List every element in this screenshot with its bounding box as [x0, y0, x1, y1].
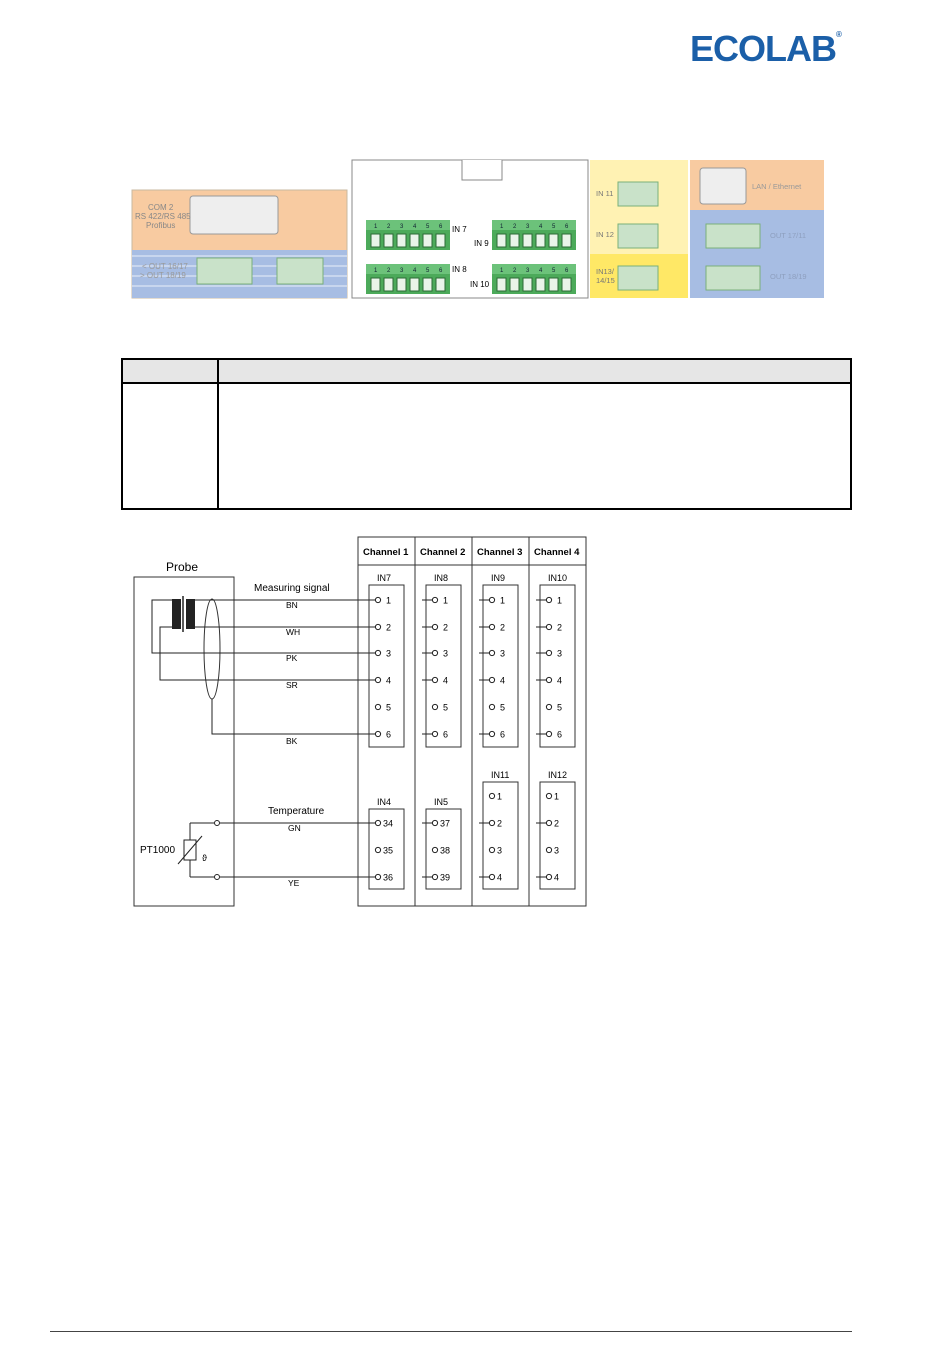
out-label-2: > OUT 18/19 — [140, 271, 186, 280]
terminal-pin-number: 3 — [500, 648, 506, 659]
sensor-coil — [172, 596, 195, 632]
channel-header: Channel 2 — [420, 547, 466, 558]
terminal-pin-number: 1 — [500, 595, 506, 606]
terminal-contact — [375, 650, 380, 655]
in7-label: IN 7 — [452, 225, 467, 234]
in11-terminal — [618, 182, 658, 206]
terminal-contact — [546, 677, 551, 682]
terminal-pin-number: 1 — [374, 224, 378, 230]
terminal-contact — [432, 677, 437, 682]
theta-symbol: ϑ — [202, 853, 207, 863]
out-terminal-a — [197, 258, 252, 284]
terminal-pin-number: 1 — [554, 791, 560, 802]
terminal-contact — [375, 874, 380, 879]
terminal-block-label: IN8 — [434, 573, 449, 583]
terminal-pin — [397, 278, 406, 291]
terminal-pin — [436, 234, 445, 247]
temp-wire-label: YE — [288, 878, 300, 888]
terminal-pin-number: 39 — [440, 872, 451, 883]
terminal-contact — [546, 597, 551, 602]
terminal-pin — [397, 234, 406, 247]
terminal-pin-number: 6 — [500, 729, 506, 740]
pt1000-resistor — [178, 836, 202, 864]
pt1000-label: PT1000 — [140, 845, 176, 856]
wire-color-label: WH — [286, 627, 301, 637]
terminal-contact — [546, 624, 551, 629]
terminal-contact — [432, 731, 437, 736]
terminal-pin — [549, 234, 558, 247]
terminal-contact — [489, 704, 494, 709]
out-label-1: < OUT 16/17 — [142, 262, 188, 271]
center-notch — [462, 160, 502, 180]
terminal-pin-number: 6 — [439, 224, 443, 230]
terminal-contact — [489, 597, 494, 602]
terminal-pin-number: 1 — [386, 595, 392, 606]
terminal-pin-number: 4 — [554, 872, 560, 883]
terminal-pin-number: 1 — [497, 791, 503, 802]
terminal-pin-number: 3 — [526, 224, 530, 230]
terminal-block-label: IN5 — [434, 797, 449, 807]
terminal-pin-number: 2 — [386, 622, 392, 633]
terminal-pin-number: 37 — [440, 818, 451, 829]
terminal-pin-number: 2 — [443, 622, 449, 633]
registered-mark: ® — [836, 30, 841, 39]
terminal-pin — [523, 234, 532, 247]
terminal-pin-number: 3 — [526, 268, 530, 274]
in13-label-1: IN13/ — [596, 267, 614, 276]
wire-color-label: PK — [286, 653, 298, 663]
terminal-pin-number: 3 — [497, 845, 503, 856]
out-right-terminal-b — [706, 266, 760, 290]
probe-label: Probe — [166, 560, 199, 574]
terminal-contact — [432, 624, 437, 629]
temp-terminal-top — [215, 821, 220, 826]
terminal-pin — [497, 234, 506, 247]
out-terminal-b — [277, 258, 323, 284]
terminal-pin-number: 2 — [557, 622, 563, 633]
in8-label: IN 8 — [452, 265, 467, 274]
terminal-pin-number: 6 — [557, 729, 563, 740]
terminal-pin-number: 1 — [443, 595, 449, 606]
terminal-pin — [371, 278, 380, 291]
terminal-contact — [432, 874, 437, 879]
measuring-signal-label: Measuring signal — [254, 583, 330, 594]
terminal-contact — [432, 820, 437, 825]
terminal-pin-number: 6 — [439, 268, 443, 274]
terminal-contact — [546, 847, 551, 852]
terminal-pin-number: 1 — [500, 224, 504, 230]
com-label-2: RS 422/RS 485 — [135, 212, 191, 221]
terminal-pin-number: 4 — [386, 675, 392, 686]
temp-terminal-bottom — [215, 875, 220, 880]
terminal-contact — [546, 874, 551, 879]
terminal-pin-number: 4 — [413, 268, 417, 274]
terminal-contact — [546, 731, 551, 736]
terminal-pin-number: 2 — [554, 818, 560, 829]
terminal-pin-number: 1 — [500, 268, 504, 274]
wire-color-label: BK — [286, 736, 298, 746]
terminal-pin-number: 5 — [500, 702, 506, 713]
com-port — [190, 196, 278, 234]
terminal-pin-number: 4 — [497, 872, 503, 883]
terminal-block-label: IN7 — [377, 573, 392, 583]
terminal-pin-number: 3 — [400, 224, 404, 230]
terminal-contact — [432, 650, 437, 655]
out-right-terminal-a — [706, 224, 760, 248]
cable-shield — [204, 599, 220, 699]
terminal-pin-number: 5 — [426, 224, 430, 230]
terminal-pin — [410, 234, 419, 247]
terminal-pin-number: 4 — [539, 268, 543, 274]
terminal-pin-number: 4 — [539, 224, 543, 230]
terminal-pin — [523, 278, 532, 291]
out-right-label-b: OUT 18/19 — [770, 272, 807, 281]
terminal-pin-number: 5 — [552, 224, 556, 230]
terminal-pin — [410, 278, 419, 291]
wiring-diagram — [120, 528, 600, 918]
terminal-pin — [423, 278, 432, 291]
wire-color-label: BN — [286, 600, 298, 610]
terminal-pin-number: 4 — [413, 224, 417, 230]
terminal-contact — [546, 704, 551, 709]
in12-terminal — [618, 224, 658, 248]
in9-label: IN 9 — [474, 239, 489, 248]
terminal-pin-number: 5 — [426, 268, 430, 274]
terminal-pin — [497, 278, 506, 291]
terminal-contact — [546, 793, 551, 798]
terminal-pin-number: 6 — [565, 224, 569, 230]
terminal-pin — [536, 278, 545, 291]
terminal-pin-number: 5 — [443, 702, 449, 713]
channel-header: Channel 1 — [363, 547, 409, 558]
terminal-pin — [384, 234, 393, 247]
terminal-pin — [549, 278, 558, 291]
terminal-contact — [489, 847, 494, 852]
terminal-block-label: IN9 — [491, 573, 506, 583]
terminal-block-label: IN11 — [491, 770, 510, 780]
terminal-block — [369, 585, 404, 747]
terminal-pin-number: 3 — [400, 268, 404, 274]
in13-terminal — [618, 266, 658, 290]
in10-label: IN 10 — [470, 280, 490, 289]
terminal-pin — [536, 234, 545, 247]
terminal-pin-number: 5 — [552, 268, 556, 274]
terminal-contact — [375, 731, 380, 736]
terminal-pin-number: 6 — [386, 729, 392, 740]
terminal-contact — [489, 874, 494, 879]
terminal-pin-number: 2 — [387, 268, 391, 274]
terminal-contact — [375, 597, 380, 602]
terminal-contact — [375, 820, 380, 825]
terminal-pin-number: 6 — [443, 729, 449, 740]
terminal-block — [426, 585, 461, 747]
ecolab-logo — [690, 28, 841, 70]
wire-color-label: SR — [286, 680, 298, 690]
terminal-contact — [375, 677, 380, 682]
terminal-pin-number: 2 — [500, 622, 506, 633]
terminal-pin-number: 3 — [557, 648, 563, 659]
terminal-pin-number: 1 — [374, 268, 378, 274]
logo-text: ECOLAB — [690, 28, 836, 69]
terminal-block-label: IN4 — [377, 797, 392, 807]
terminal-pin — [562, 234, 571, 247]
terminal-pin — [384, 278, 393, 291]
temp-wire-label: GN — [288, 823, 301, 833]
terminal-contact — [489, 731, 494, 736]
in13-label-2: 14/15 — [596, 276, 615, 285]
in11-label: IN 11 — [596, 189, 614, 198]
channel-header: Channel 3 — [477, 547, 523, 558]
spec-table-header — [123, 360, 850, 384]
terminal-pin-number: 3 — [386, 648, 392, 659]
terminal-pin-number: 2 — [387, 224, 391, 230]
terminal-contact — [489, 820, 494, 825]
terminal-pin — [436, 278, 445, 291]
terminal-panel-figure — [130, 158, 830, 303]
lan-port — [700, 168, 746, 204]
spec-table — [121, 358, 852, 510]
spec-table-divider — [217, 360, 219, 508]
terminal-contact — [489, 650, 494, 655]
com-label-3: Profibus — [146, 221, 176, 230]
terminal-pin — [510, 278, 519, 291]
terminal-pin-number: 4 — [443, 675, 449, 686]
terminal-contact — [432, 704, 437, 709]
com-label-1: COM 2 — [148, 203, 174, 212]
terminal-pin-number: 1 — [557, 595, 563, 606]
terminal-block — [483, 585, 518, 747]
terminal-pin-number: 4 — [500, 675, 506, 686]
terminal-contact — [375, 624, 380, 629]
temperature-label: Temperature — [268, 806, 325, 817]
terminal-contact — [546, 820, 551, 825]
terminal-pin — [423, 234, 432, 247]
wire-color-labels — [286, 600, 301, 888]
terminal-pin-number: 2 — [497, 818, 503, 829]
terminal-pin — [562, 278, 571, 291]
terminal-contact — [375, 704, 380, 709]
terminal-pin-number: 3 — [554, 845, 560, 856]
terminal-pin-number: 34 — [383, 818, 394, 829]
terminal-pin — [510, 234, 519, 247]
terminal-pin-number: 3 — [443, 648, 449, 659]
terminal-pin-number: 2 — [513, 224, 517, 230]
terminal-contact — [489, 624, 494, 629]
terminal-block — [540, 585, 575, 747]
terminal-contact — [432, 847, 437, 852]
terminal-pin-number: 2 — [513, 268, 517, 274]
terminal-pin-number: 4 — [557, 675, 563, 686]
terminal-block-label: IN12 — [548, 770, 568, 780]
terminal-pin-number: 5 — [557, 702, 563, 713]
terminal-contact — [375, 847, 380, 852]
terminal-pin — [371, 234, 380, 247]
terminal-contact — [489, 677, 494, 682]
channel-header: Channel 4 — [534, 547, 580, 558]
terminal-contact — [489, 793, 494, 798]
terminal-pin-number: 38 — [440, 845, 451, 856]
footer-rule — [50, 1331, 852, 1332]
terminal-pin-number: 35 — [383, 845, 394, 856]
signal-wires — [152, 600, 377, 877]
terminal-pin-number: 6 — [565, 268, 569, 274]
terminal-contact — [546, 650, 551, 655]
terminal-pin-number: 36 — [383, 872, 394, 883]
lan-label: LAN / Ethernet — [752, 182, 802, 191]
out-right-label-a: OUT 17/11 — [770, 231, 806, 240]
in12-label: IN 12 — [596, 230, 614, 239]
terminal-contact — [432, 597, 437, 602]
terminal-block-label: IN10 — [548, 573, 568, 583]
terminal-pin-number: 5 — [386, 702, 392, 713]
